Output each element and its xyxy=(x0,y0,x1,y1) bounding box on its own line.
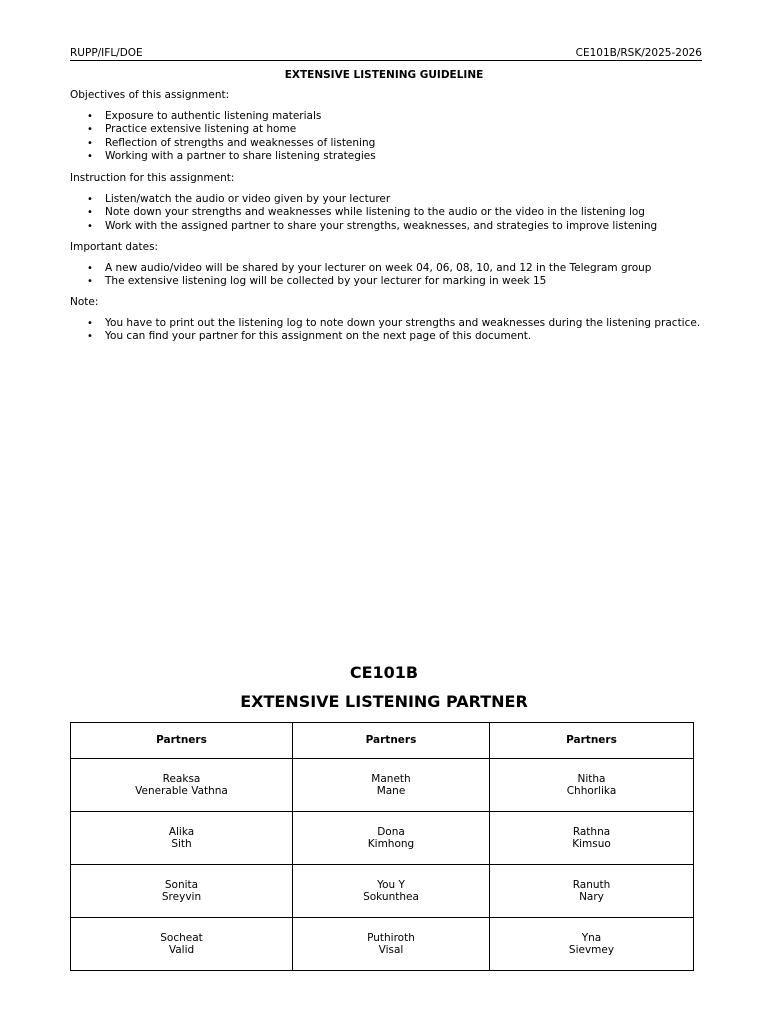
bullet-icon: • xyxy=(87,220,93,232)
list-item xyxy=(70,110,750,123)
partner-name: Maneth xyxy=(371,772,411,785)
partner-pair-cell xyxy=(293,918,490,971)
bullet-icon: • xyxy=(87,124,93,136)
column-header: Partners xyxy=(71,723,293,759)
partner-name: You Y xyxy=(377,878,405,891)
bullet-icon: • xyxy=(87,137,93,149)
bullet-icon: • xyxy=(87,331,93,343)
partner-name: Sonita xyxy=(164,878,199,891)
list-item-text: The extensive listening log will be collected by your lecturer for marking in week 15 xyxy=(105,275,547,288)
partner-pair-cell xyxy=(293,812,490,865)
list-item xyxy=(70,330,750,343)
list-item xyxy=(70,275,750,288)
list-item xyxy=(70,123,750,136)
partner-name: Kimsuo xyxy=(572,838,611,850)
bullet-icon: • xyxy=(87,111,93,122)
list-item-text: You can find your partner for this assignment on the next page of this document. xyxy=(105,330,532,343)
partner-pair-cell xyxy=(490,759,694,812)
list-item xyxy=(70,193,750,206)
column-header: Partners xyxy=(293,723,490,759)
bullet-icon: • xyxy=(87,151,93,163)
list-item xyxy=(70,150,750,163)
list-item xyxy=(70,317,750,330)
partner-name: Ranuth xyxy=(572,878,611,891)
partner-name: Sokunthea xyxy=(363,891,419,903)
objectives-list xyxy=(70,110,750,164)
partner-name: Visal xyxy=(378,944,404,956)
partner-name: Valid xyxy=(168,944,195,956)
partner-name: Nary xyxy=(579,891,604,903)
partner-pair-cell xyxy=(490,865,694,918)
partner-name: Mane xyxy=(376,785,406,797)
note-list xyxy=(70,317,750,344)
table-header-row xyxy=(71,723,694,759)
partner-section-title: EXTENSIVE LISTENING PARTNER xyxy=(240,692,528,711)
partner-pair-cell xyxy=(71,812,293,865)
partner-pair-cell xyxy=(71,865,293,918)
partner-pair-cell xyxy=(71,759,293,812)
table-row xyxy=(71,865,694,918)
dates-list xyxy=(70,262,750,289)
partner-name: Dona xyxy=(377,825,405,838)
partner-name: Reaksa xyxy=(162,772,201,785)
partner-pair-cell xyxy=(490,918,694,971)
partner-pair-cell xyxy=(71,918,293,971)
bullet-icon: • xyxy=(87,194,93,205)
partner-name: Kimhong xyxy=(367,838,415,850)
objectives-label: Objectives of this assignment: xyxy=(70,89,230,101)
partner-name: Chhorlika xyxy=(566,785,617,797)
table-row xyxy=(71,812,694,865)
table-row xyxy=(71,918,694,971)
partner-name: Alika xyxy=(168,825,195,838)
list-item-text: You have to print out the listening log to note down your strengths and weaknesses during the listening practice. xyxy=(105,317,701,329)
dates-label: Important dates: xyxy=(70,241,159,253)
instruction-list xyxy=(70,193,750,233)
list-item-text: Note down your strengths and weaknesses while listening to the audio or the video in the listening log xyxy=(105,206,645,219)
column-header: Partners xyxy=(490,723,694,759)
list-item-text: Practice extensive listening at home xyxy=(105,123,297,136)
list-item-text: A new audio/video will be shared by your lecturer on week 04, 06, 08, 10, and 12 in the Telegram group xyxy=(105,262,652,274)
note-label: Note: xyxy=(70,296,99,308)
list-item-text: Listen/watch the audio or video given by your lecturer xyxy=(105,193,391,205)
list-item xyxy=(70,262,750,275)
partner-name: Yna xyxy=(581,931,602,944)
partners-table xyxy=(70,722,694,971)
partner-name: Socheat xyxy=(160,931,203,944)
document-title: EXTENSIVE LISTENING GUIDELINE xyxy=(284,69,484,81)
partner-pair-cell xyxy=(490,812,694,865)
header-right-code: CE101B/RSK/2025-2026 xyxy=(575,47,702,59)
instruction-label: Instruction for this assignment: xyxy=(70,172,235,184)
list-item-text: Working with a partner to share listening strategies xyxy=(105,150,376,163)
partner-name: Sith xyxy=(171,838,192,850)
header-left-code: RUPP/IFL/DOE xyxy=(70,47,143,59)
bullet-icon: • xyxy=(87,318,93,329)
page-header xyxy=(70,47,702,61)
partner-name: Puthiroth xyxy=(367,931,415,944)
list-item-text: Exposure to authentic listening materials xyxy=(105,110,322,122)
bullet-icon: • xyxy=(87,207,93,219)
table-row xyxy=(71,759,694,812)
partner-name: Sievmey xyxy=(568,944,615,956)
list-item-text: Reflection of strengths and weaknesses of listening xyxy=(105,136,376,149)
bullet-icon: • xyxy=(87,276,93,288)
partner-class-code: CE101B xyxy=(349,663,419,682)
partner-name: Venerable Vathna xyxy=(135,785,228,797)
partner-pair-cell xyxy=(293,865,490,918)
partner-pair-cell xyxy=(293,759,490,812)
list-item xyxy=(70,206,750,219)
list-item xyxy=(70,137,750,150)
partner-name: Rathna xyxy=(572,825,611,838)
list-item xyxy=(70,220,750,233)
partner-name: Nitha xyxy=(577,772,606,785)
partner-name: Sreyvin xyxy=(161,891,202,903)
list-item-text: Work with the assigned partner to share your strengths, weaknesses, and strategies to improve listening xyxy=(105,219,658,232)
bullet-icon: • xyxy=(87,263,93,274)
